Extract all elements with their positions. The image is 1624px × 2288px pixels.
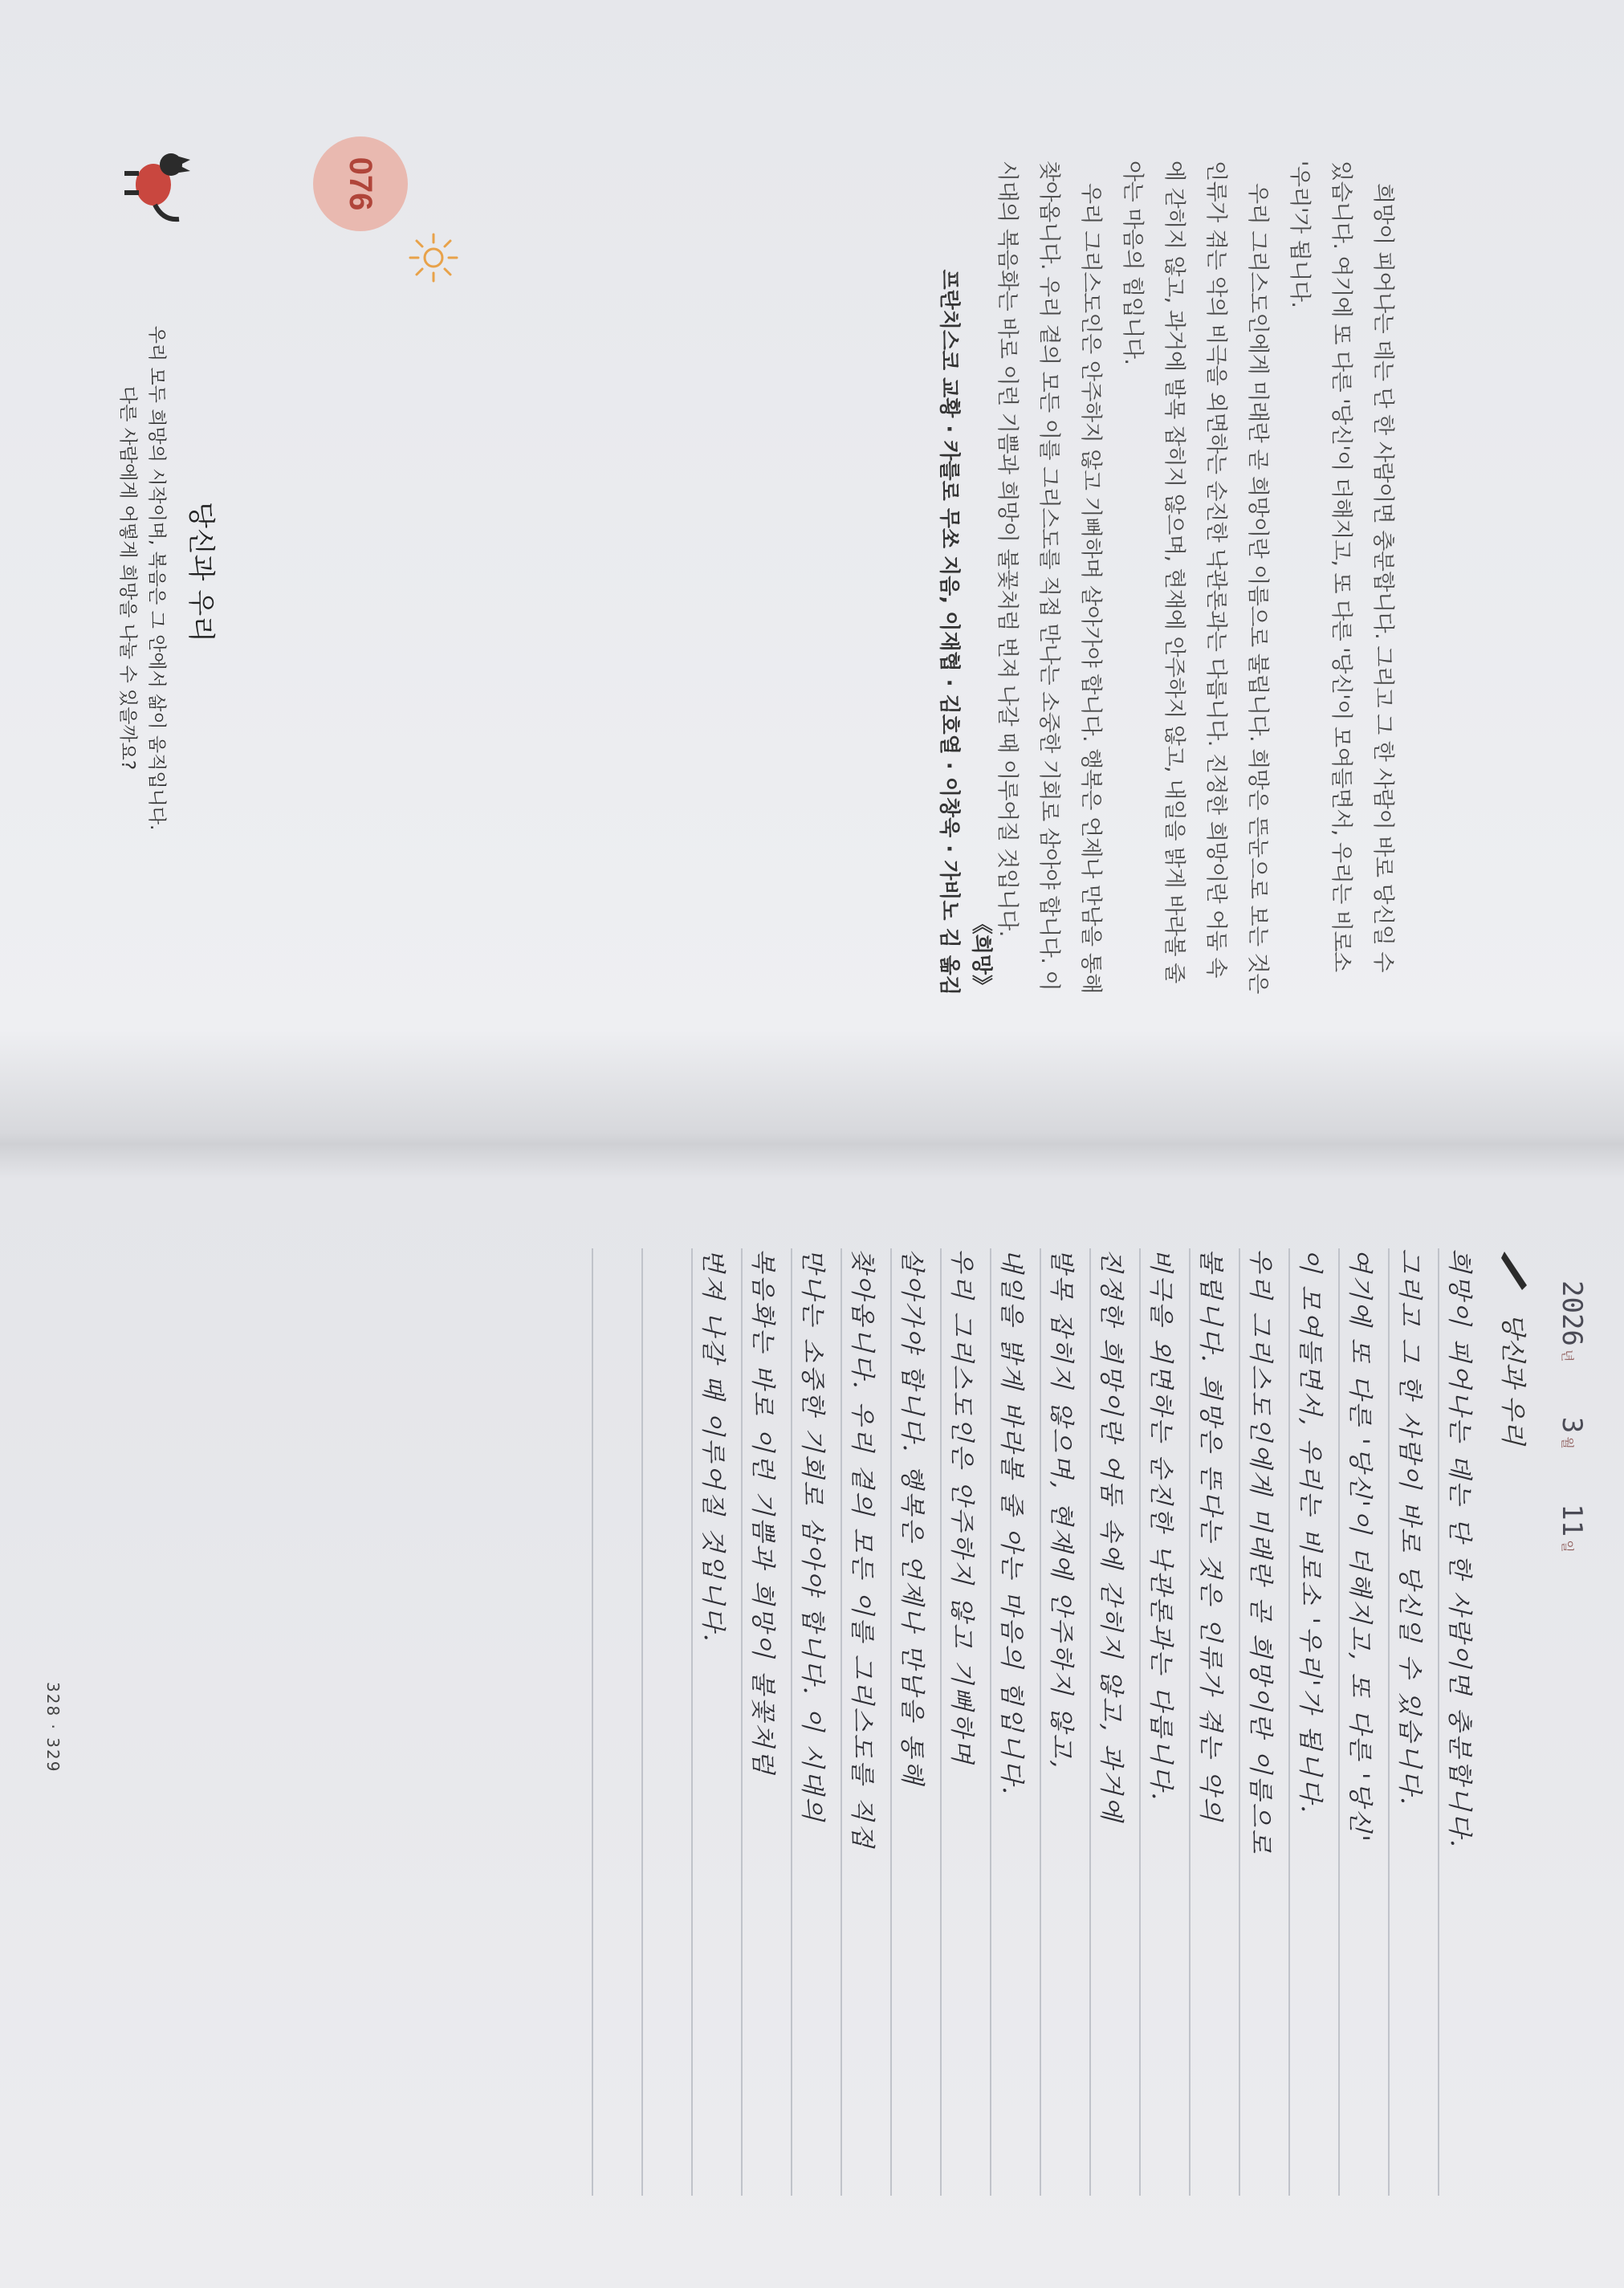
handwritten-text: 살아가야 합니다. 행복은 언제나 만남을 통해 <box>897 1248 926 1787</box>
body-paragraph: 희망이 피어나는 데는 단 한 사람이면 충분합니다. 그리고 그 한 사람이 바로 당신일 수 있습니다. 여기에 또 다른 '당신'이 더해지고, 또 다른 '당신'이 모여들면서, 우리는 비로소 '우리'가 됩니다. <box>1287 161 1395 972</box>
handwritten-text: 여기에 또 다른 '당신'이 더해지고, 또 다른 '당신' <box>1345 1248 1374 1844</box>
handwritten-text: 진정한 희망이란 어둠 속에 갇히지 않고, 과거에 <box>1097 1248 1125 1823</box>
handwritten-line <box>1288 1248 1338 2196</box>
handwritten-text: 발목 잡히지 않으며, 현재에 안주하지 않고, <box>1047 1248 1076 1771</box>
reflection-question <box>113 161 171 995</box>
handwritten-text: 그리고 그 한 사람이 바로 당신일 수 있습니다. <box>1395 1248 1424 1807</box>
handwritten-line <box>940 1248 990 2196</box>
handwritten-line <box>890 1248 940 2196</box>
date-month: 3 <box>1556 1416 1588 1434</box>
cat-mascot-icon <box>115 140 203 229</box>
handwritten-text: 복음화는 바로 이런 기쁨과 희망이 불꽃처럼 <box>748 1248 777 1777</box>
source-credit: 프란치스코 교황 · 카를로 무쏘 지음, 이재협 · 김호열 · 이창욱 · 가비노 김 옮김 <box>937 269 961 995</box>
handwritten-text: 비극을 외면하는 순진한 낙관론과는 다릅니다. <box>1146 1248 1175 1803</box>
body-paragraph: 우리 그리스도인은 안주하지 않고 기뻐하며 살아가야 합니다. 행복은 언제나 만남을 통해 찾아옵니다. 우리 곁의 모든 이를 그리스도를 직접 만나는 소중한 기회로 삼아야 합니다. 이 시대의 복음화는 바로 이런 기쁨과 희망이 불꽃처럼 번져 나갈 때 이루어질 것입니다. <box>995 161 1103 994</box>
handwritten-text: 우리 그리스도인에게 미래란 곧 희망이란 이름으로 <box>1246 1248 1275 1856</box>
date-month-unit: 월 <box>1560 1436 1575 1449</box>
handwritten-text: 번져 나갈 때 이루어질 것입니다. <box>698 1248 727 1644</box>
handwritten-text: 내일을 밝게 바라볼 줄 아는 마음의 힘입니다. <box>997 1248 1026 1797</box>
handwritten-text: 이 모여들면서, 우리는 비로소 '우리'가 됩니다. <box>1296 1248 1325 1816</box>
reflection-line: 다른 사람에게 어떻게 희망을 나눌 수 있을까요? <box>117 385 138 771</box>
source-tag: 《희망》 <box>969 913 993 995</box>
body-text <box>986 161 1403 995</box>
reflection-line: 우리 모두 희망의 시작이며, 복음은 그 안에서 삶이 움직입니다. <box>146 325 167 831</box>
page-numbers: 328 · 329 <box>43 1682 63 1773</box>
handwritten-line <box>1438 1248 1488 2196</box>
date-year-unit: 년 <box>1560 1349 1575 1362</box>
entry-title: 당신과 우리 <box>185 501 217 643</box>
handwritten-line <box>641 1248 691 2196</box>
handwritten-line <box>791 1248 840 2196</box>
body-paragraph: 우리 그리스도인에게 미래란 곧 희망이란 이름으로 불립니다. 희망은 뜬눈으로 보는 것은 인류가 겪는 악의 비극을 외면하는 순진한 낙관론과는 다릅니다. 진정한 희망이란 어둠 속에 갇히지 않고, 과거에 발목 잡히지 않으며, 현재에 안주하지 않고, 내일을 밝게 바라볼 줄 아는 마음의 힘입니다. <box>1120 161 1270 994</box>
handwritten-line <box>1089 1248 1139 2196</box>
handwritten-line <box>1338 1248 1388 2196</box>
handwritten-text: 우리 그리스도인은 안주하지 않고 기뻐하며 <box>947 1248 976 1766</box>
handwritten-line <box>1139 1248 1189 2196</box>
handwritten-text: 불립니다. 희망은 뜬다는 것은 인류가 겪는 악의 <box>1196 1248 1225 1823</box>
entry-number-badge: 076 <box>313 136 408 231</box>
handwritten-line <box>840 1248 890 2196</box>
handwritten-line <box>741 1248 791 2196</box>
handwritten-text: 희망이 피어나는 데는 단 한 사람이면 충분합니다. <box>1445 1248 1474 1850</box>
handwriting-page <box>0 1144 1624 2288</box>
date-day-unit: 일 <box>1560 1540 1575 1553</box>
ruled-lines <box>592 1248 1488 2196</box>
handwritten-line <box>1189 1248 1239 2196</box>
handwritten-text: 만나는 소중한 기회로 삼아야 합니다. 이 시대의 <box>798 1248 827 1823</box>
handwritten-title: 당신과 우리 <box>1498 1313 1528 1445</box>
handwritten-line <box>691 1248 741 2196</box>
date-line <box>1556 1280 1588 1567</box>
date-year: 2026 <box>1556 1280 1588 1346</box>
date-day: 11 <box>1556 1504 1588 1537</box>
handwritten-line <box>1388 1248 1438 2196</box>
handwritten-line <box>990 1248 1040 2196</box>
handwritten-line <box>1040 1248 1089 2196</box>
handwritten-line <box>1239 1248 1288 2196</box>
sun-icon <box>405 230 462 286</box>
handwritten-line <box>592 1248 641 2196</box>
handwritten-text: 찾아옵니다. 우리 곁의 모든 이를 그리스도를 직접 <box>848 1248 877 1850</box>
pen-icon <box>1500 1248 1532 1297</box>
